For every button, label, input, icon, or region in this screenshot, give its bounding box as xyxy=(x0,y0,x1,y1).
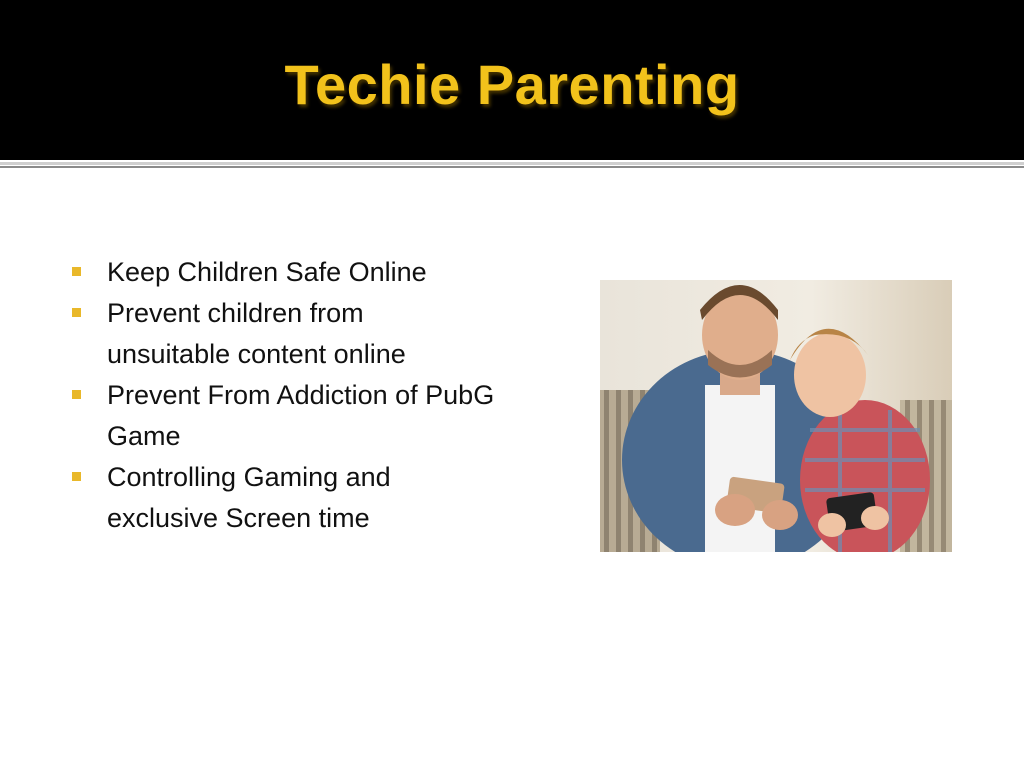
bullet-item xyxy=(72,252,572,293)
square-bullet-icon xyxy=(72,267,81,276)
photo-illustration xyxy=(600,280,952,552)
bullet-item xyxy=(72,457,457,539)
bullet-text: Controlling Gaming and exclusive Screen time xyxy=(107,462,391,533)
bullet-item xyxy=(72,375,572,457)
father-son-gaming-photo xyxy=(600,280,952,552)
bullet-item xyxy=(72,293,427,375)
bullet-list xyxy=(72,252,572,539)
title-divider-shadow xyxy=(0,166,1024,168)
bullet-text: Prevent children from unsuitable content online xyxy=(107,298,406,369)
bullet-text: Prevent From Addiction of PubG Game xyxy=(107,380,495,451)
bullet-text: Keep Children Safe Online xyxy=(107,257,427,287)
slide-title: Techie Parenting xyxy=(284,53,740,116)
title-divider xyxy=(0,162,1024,165)
square-bullet-icon xyxy=(72,390,81,399)
square-bullet-icon xyxy=(72,472,81,481)
square-bullet-icon xyxy=(72,308,81,317)
